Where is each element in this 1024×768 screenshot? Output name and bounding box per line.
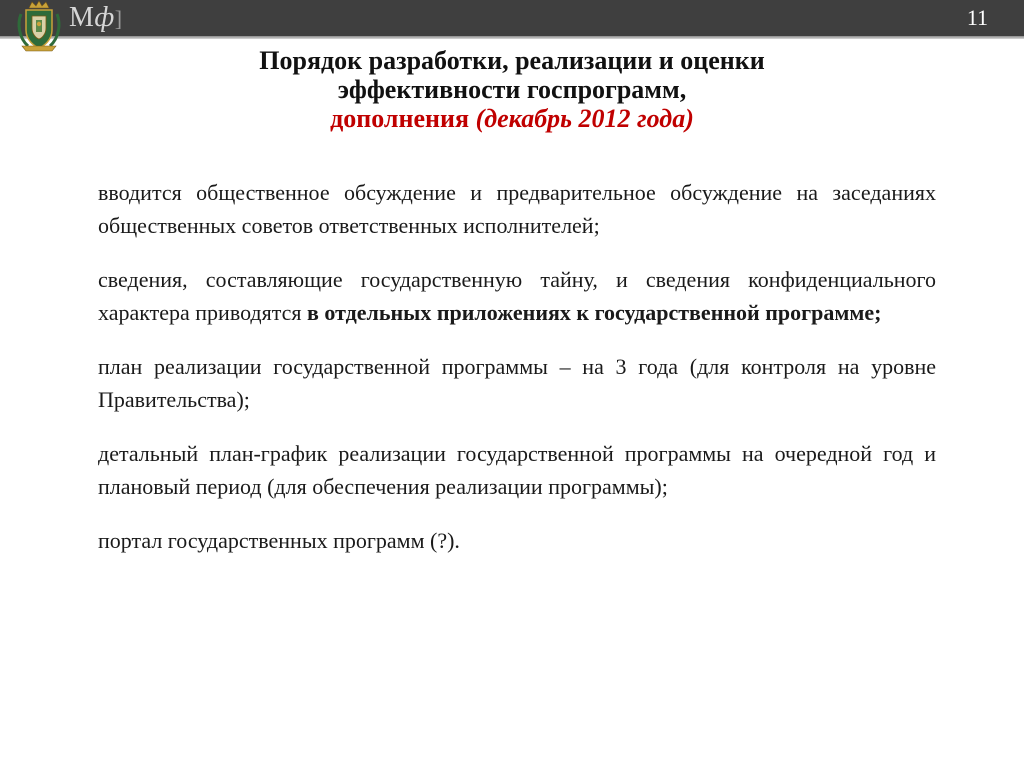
body-paragraph-2-bold: в отдельных приложениях к государственной программе; bbox=[307, 300, 882, 325]
title-line-3 bbox=[120, 104, 904, 133]
title-supplements: дополнения bbox=[330, 104, 470, 133]
header-bar bbox=[0, 0, 1024, 36]
body-paragraph-4: детальный план-график реализации государственной программы на очередной год и плановый период (для обеспечения реализации программы); bbox=[98, 441, 936, 499]
body-paragraph-2-text: сведения, составляющие государственную тайну, и сведения конфиденциального характера приводятся bbox=[98, 267, 936, 325]
slide-title bbox=[120, 46, 904, 133]
body-paragraph-2 bbox=[98, 263, 936, 329]
emblem-icon bbox=[14, 0, 64, 52]
title-line-2: эффективности госпрограмм, bbox=[337, 75, 687, 104]
brand-letter-m: М bbox=[69, 2, 95, 33]
header-divider bbox=[0, 36, 1024, 39]
body-paragraph-3: план реализации государственной программы – на 3 года (для контроля на уровне Правительства); bbox=[98, 354, 936, 412]
body-paragraph-1: вводится общественное обсуждение и предварительное обсуждение на заседаниях общественных советов ответственных исполнителей; bbox=[98, 180, 936, 238]
brand-letter-f: ф bbox=[94, 2, 115, 33]
slide-number: 11 bbox=[966, 5, 988, 30]
title-line-1: Порядок разработки, реализации и оценки bbox=[259, 46, 765, 75]
brand-suffix: ] bbox=[114, 6, 123, 31]
body-paragraph-5: портал государственных программ (?). bbox=[98, 528, 460, 553]
brand-logo-text bbox=[69, 2, 123, 35]
title-date: (декабрь 2012 года) bbox=[475, 104, 694, 133]
slide-body bbox=[98, 176, 936, 578]
